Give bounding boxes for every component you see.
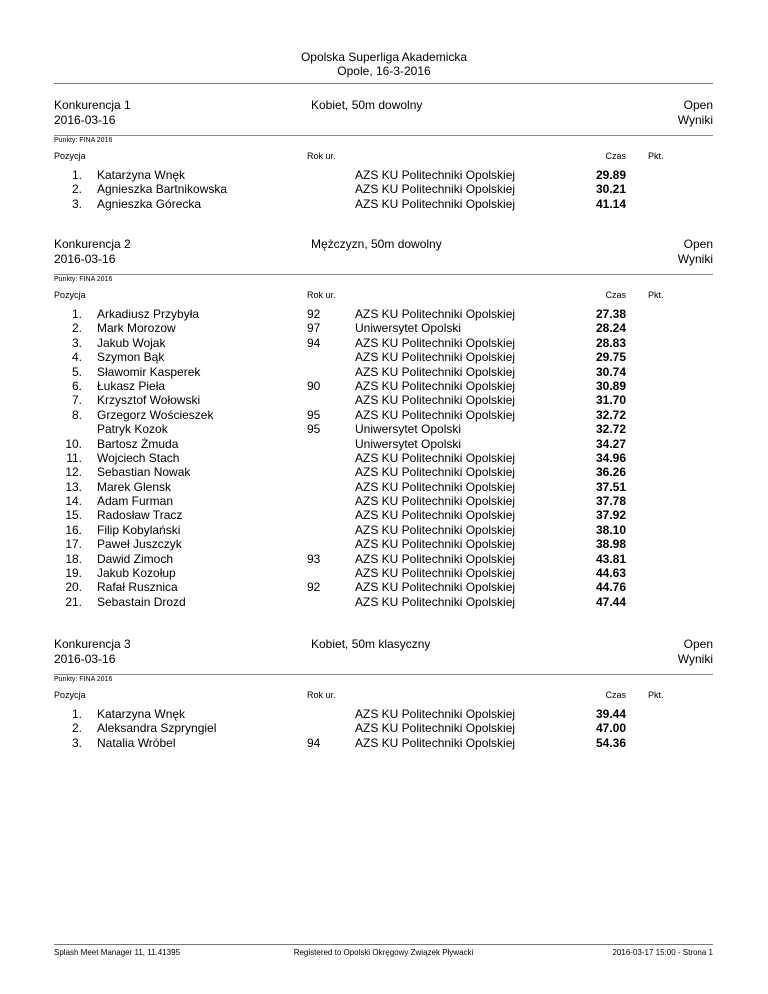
result-time: 28.83 xyxy=(595,335,626,350)
athlete-name: Adam Furman xyxy=(97,494,174,509)
result-time: 38.10 xyxy=(595,522,626,537)
athlete-name: Krzysztof Wołowski xyxy=(97,393,201,408)
club-name: AZS KU Politechniki Opolskiej xyxy=(355,707,516,721)
result-row xyxy=(54,168,713,182)
result-position: 10. xyxy=(65,436,82,451)
athlete-name: Natalia Wróbel xyxy=(97,735,176,750)
page-header xyxy=(0,50,768,78)
result-time: 32.72 xyxy=(595,422,626,437)
result-time: 54.36 xyxy=(595,735,626,750)
result-time: 44.63 xyxy=(595,566,626,581)
result-time: 38.98 xyxy=(595,537,626,552)
result-position: 21. xyxy=(65,594,82,609)
birth-year: 94 xyxy=(307,335,321,350)
club-name: AZS KU Politechniki Opolskiej xyxy=(355,364,516,379)
header-divider xyxy=(54,83,713,84)
result-row xyxy=(54,508,713,522)
result-time: 34.96 xyxy=(595,450,626,465)
column-headers xyxy=(54,151,713,165)
event-category: Open xyxy=(683,237,713,251)
birth-year: 90 xyxy=(307,378,321,393)
result-position: 2. xyxy=(71,721,82,736)
event-number: Konkurencja 3 xyxy=(54,637,131,651)
result-position: 1. xyxy=(71,707,82,721)
club-name: Uniwersytet Opolski xyxy=(355,436,462,451)
result-time: 29.75 xyxy=(595,350,626,365)
event-category: Open xyxy=(683,98,713,112)
result-position: 12. xyxy=(65,465,82,480)
athlete-name: Paweł Juszczyk xyxy=(97,537,182,552)
col-time: Czas xyxy=(605,290,626,300)
athlete-name: Bartosz Żmuda xyxy=(97,436,179,451)
result-row xyxy=(54,707,713,721)
athlete-name: Szymon Bąk xyxy=(97,350,165,365)
result-position: 1. xyxy=(71,307,82,321)
event-category: Open xyxy=(683,637,713,651)
event-header xyxy=(54,637,713,671)
result-row xyxy=(54,408,713,422)
club-name: AZS KU Politechniki Opolskiej xyxy=(355,393,516,408)
result-time: 43.81 xyxy=(595,551,626,566)
result-position: 2. xyxy=(71,321,82,336)
event-number: Konkurencja 1 xyxy=(54,98,131,112)
result-position: 17. xyxy=(65,537,82,552)
result-position: 3. xyxy=(71,196,82,211)
column-headers xyxy=(54,290,713,304)
page-footer xyxy=(54,944,713,957)
athlete-name: Grzegorz Wościeszek xyxy=(97,407,214,422)
results-list xyxy=(54,307,713,609)
result-row xyxy=(54,350,713,364)
club-name: AZS KU Politechniki Opolskiej xyxy=(355,350,516,365)
athlete-name: Sławomir Kasperek xyxy=(97,364,201,379)
birth-year: 92 xyxy=(307,307,321,321)
points-note: Punkty: FINA 2016 xyxy=(54,676,113,683)
result-time: 30.21 xyxy=(595,182,626,197)
birth-year: 95 xyxy=(307,422,321,437)
col-points: Pkt. xyxy=(648,151,664,161)
col-time: Czas xyxy=(605,690,626,700)
birth-year: 94 xyxy=(307,735,321,750)
result-time: 34.27 xyxy=(595,436,626,451)
club-name: AZS KU Politechniki Opolskiej xyxy=(355,335,516,350)
result-time: 37.51 xyxy=(595,479,626,494)
athlete-name: Marek Glensk xyxy=(97,479,172,494)
col-points: Pkt. xyxy=(648,690,664,700)
club-name: AZS KU Politechniki Opolskiej xyxy=(355,594,516,609)
result-time: 47.44 xyxy=(595,594,626,609)
athlete-name: Mark Morozow xyxy=(97,321,176,336)
athlete-name: Dawid Zimoch xyxy=(97,551,174,566)
col-year: Rok ur. xyxy=(307,290,336,300)
col-time: Czas xyxy=(605,151,626,161)
result-row xyxy=(54,422,713,436)
birth-year: 93 xyxy=(307,551,321,566)
result-row xyxy=(54,736,713,750)
result-position: 16. xyxy=(65,522,82,537)
club-name: AZS KU Politechniki Opolskiej xyxy=(355,494,516,509)
event-date: 2016-03-16 xyxy=(54,652,116,666)
result-time: 30.74 xyxy=(595,364,626,379)
result-position: 11. xyxy=(66,450,82,465)
event-header xyxy=(54,98,713,132)
result-row xyxy=(54,197,713,211)
club-name: AZS KU Politechniki Opolskiej xyxy=(355,182,516,197)
result-time: 36.26 xyxy=(595,465,626,480)
result-position: 1. xyxy=(71,168,82,182)
result-row xyxy=(54,494,713,508)
athlete-name: Jakub Kozołup xyxy=(97,566,176,581)
result-time: 29.89 xyxy=(595,168,626,182)
result-row xyxy=(54,393,713,407)
athlete-name: Jakub Wojak xyxy=(97,335,166,350)
result-position: 5. xyxy=(71,364,82,379)
athlete-name: Katarzyna Wnęk xyxy=(97,168,186,182)
footer-page-info: 2016-03-17 15:00 - Strona 1 xyxy=(612,948,713,957)
result-row xyxy=(54,523,713,537)
footer-software: Splash Meet Manager 11, 11.41395 xyxy=(54,948,181,957)
event-number: Konkurencja 2 xyxy=(54,237,131,251)
result-time: 32.72 xyxy=(595,407,626,422)
event-1 xyxy=(54,98,713,211)
result-row xyxy=(54,336,713,350)
event-type: Wyniki xyxy=(677,252,713,266)
result-position: 8. xyxy=(71,407,82,422)
event-2 xyxy=(54,237,713,609)
athlete-name: Łukasz Pieła xyxy=(97,378,166,393)
result-position: 20. xyxy=(65,580,82,595)
event-type: Wyniki xyxy=(677,113,713,127)
result-row xyxy=(54,721,713,735)
club-name: AZS KU Politechniki Opolskiej xyxy=(355,721,516,736)
result-row xyxy=(54,365,713,379)
athlete-name: Arkadiusz Przybyła xyxy=(97,307,200,321)
club-name: AZS KU Politechniki Opolskiej xyxy=(355,168,516,182)
result-position: 2. xyxy=(71,182,82,197)
athlete-name: Sebastian Nowak xyxy=(97,465,191,480)
result-position: 15. xyxy=(65,508,82,523)
club-name: AZS KU Politechniki Opolskiej xyxy=(355,537,516,552)
athlete-name: Wojciech Stach xyxy=(97,450,180,465)
result-row xyxy=(54,595,713,609)
event-header xyxy=(54,237,713,271)
meet-location-date: Opole, 16-3-2016 xyxy=(337,64,431,78)
club-name: AZS KU Politechniki Opolskiej xyxy=(355,407,516,422)
result-row xyxy=(54,465,713,479)
result-position: 7. xyxy=(71,393,82,408)
event-date: 2016-03-16 xyxy=(54,113,116,127)
col-position: Pozycja xyxy=(54,151,86,161)
club-name: AZS KU Politechniki Opolskiej xyxy=(355,508,516,523)
col-points: Pkt. xyxy=(648,290,664,300)
result-row xyxy=(54,580,713,594)
athlete-name: Agnieszka Bartnikowska xyxy=(97,182,228,197)
points-note: Punkty: FINA 2016 xyxy=(54,276,113,283)
athlete-name: Agnieszka Górecka xyxy=(97,196,202,211)
result-row xyxy=(54,379,713,393)
result-row xyxy=(54,552,713,566)
club-name: AZS KU Politechniki Opolskiej xyxy=(355,522,516,537)
event-title: Kobiet, 50m dowolny xyxy=(311,98,423,112)
result-time: 30.89 xyxy=(595,378,626,393)
event-3 xyxy=(54,637,713,750)
result-time: 47.00 xyxy=(595,721,626,736)
event-type: Wyniki xyxy=(677,652,713,666)
col-position: Pozycja xyxy=(54,290,86,300)
footer-registered: Registered to Opolski Okręgowy Związek Pływacki xyxy=(293,948,474,957)
athlete-name: Filip Kobylański xyxy=(97,522,181,537)
meet-name: Opolska Superliga Akademicka xyxy=(300,50,468,64)
club-name: AZS KU Politechniki Opolskiej xyxy=(355,196,516,211)
event-title: Kobiet, 50m klasyczny xyxy=(311,637,431,651)
result-position: 13. xyxy=(65,479,82,494)
result-row xyxy=(54,451,713,465)
col-year: Rok ur. xyxy=(307,151,336,161)
athlete-name: Sebastain Drozd xyxy=(97,594,186,609)
birth-year: 92 xyxy=(307,580,321,595)
event-date: 2016-03-16 xyxy=(54,252,116,266)
result-time: 27.38 xyxy=(595,307,626,321)
result-position: 18. xyxy=(65,551,82,566)
result-row xyxy=(54,321,713,335)
athlete-name: Radosław Tracz xyxy=(97,508,183,523)
result-position: 3. xyxy=(71,735,82,750)
points-note: Punkty: FINA 2016 xyxy=(54,137,113,144)
result-time: 28.24 xyxy=(595,321,626,336)
club-name: AZS KU Politechniki Opolskiej xyxy=(355,580,516,595)
result-position: 4. xyxy=(71,350,82,365)
results-list xyxy=(54,707,713,750)
col-year: Rok ur. xyxy=(307,690,336,700)
result-position: 14. xyxy=(65,494,82,509)
result-time: 37.92 xyxy=(595,508,626,523)
club-name: AZS KU Politechniki Opolskiej xyxy=(355,307,516,321)
birth-year: 95 xyxy=(307,407,321,422)
result-row xyxy=(54,537,713,551)
club-name: AZS KU Politechniki Opolskiej xyxy=(355,450,516,465)
result-time: 31.70 xyxy=(595,393,626,408)
result-time: 37.78 xyxy=(595,494,626,509)
club-name: AZS KU Politechniki Opolskiej xyxy=(355,479,516,494)
club-name: AZS KU Politechniki Opolskiej xyxy=(355,465,516,480)
club-name: Uniwersytet Opolski xyxy=(355,422,462,437)
club-name: Uniwersytet Opolski xyxy=(355,321,462,336)
athlete-name: Aleksandra Szpryngiel xyxy=(97,721,217,736)
result-row xyxy=(54,307,713,321)
club-name: AZS KU Politechniki Opolskiej xyxy=(355,566,516,581)
results-list xyxy=(54,168,713,211)
athlete-name: Patryk Kozok xyxy=(97,422,168,437)
column-headers xyxy=(54,690,713,704)
club-name: AZS KU Politechniki Opolskiej xyxy=(355,735,516,750)
result-row xyxy=(54,437,713,451)
result-row xyxy=(54,480,713,494)
result-row xyxy=(54,182,713,196)
birth-year: 97 xyxy=(307,321,321,336)
result-time: 44.76 xyxy=(595,580,626,595)
result-time: 39.44 xyxy=(595,707,626,721)
result-position: 3. xyxy=(71,335,82,350)
club-name: AZS KU Politechniki Opolskiej xyxy=(355,378,516,393)
athlete-name: Katarzyna Wnęk xyxy=(97,707,186,721)
result-position: 19. xyxy=(65,566,82,581)
athlete-name: Rafał Rusznica xyxy=(97,580,178,595)
club-name: AZS KU Politechniki Opolskiej xyxy=(355,551,516,566)
result-row xyxy=(54,566,713,580)
event-title: Mężczyzn, 50m dowolny xyxy=(311,237,442,251)
result-time: 41.14 xyxy=(595,196,626,211)
result-position: 6. xyxy=(71,378,82,393)
col-position: Pozycja xyxy=(54,690,86,700)
